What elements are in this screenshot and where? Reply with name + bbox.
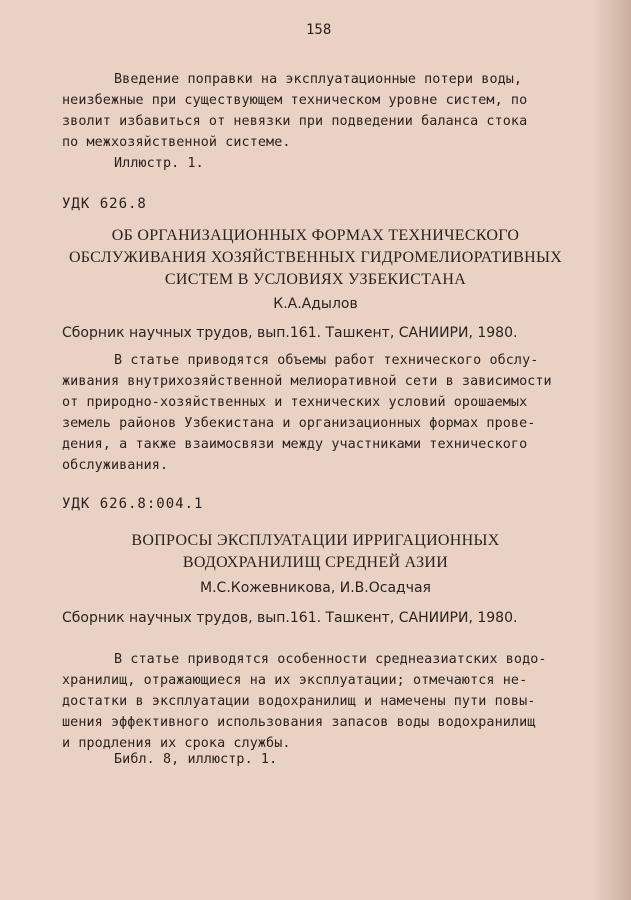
article-title-line: ОБ ОРГАНИЗАЦИОННЫХ ФОРМАХ ТЕХНИЧЕСКОГО xyxy=(111,227,520,244)
bibliography-note: Библ. 8, иллюстр. 1. xyxy=(114,752,278,767)
article-title-line: ОБСЛУЖИВАНИЯ ХОЗЯЙСТВЕННЫХ ГИДРОМЕЛИОРАТИВНЫХ xyxy=(68,249,563,266)
page-number: 158 xyxy=(306,22,332,38)
article-title-line: СИСТЕМ В УСЛОВИЯХ УЗБЕКИСТАНА xyxy=(164,271,467,288)
abstract-line: В статье приводятся особенности среднеазиатских водо- xyxy=(114,652,547,667)
abstract-line: В статье приводятся объемы работ технического обслу- xyxy=(114,353,539,368)
article-title-line: ВОПРОСЫ ЭКСПЛУАТАЦИИ ИРРИГАЦИОННЫХ xyxy=(131,532,500,549)
authors: М.С.Кожевникова, И.В.Осадчая xyxy=(200,580,431,596)
article-title-line: ВОДОХРАНИЛИЩ СРЕДНЕЙ АЗИИ xyxy=(182,554,449,571)
abstract-line: шения эффективного использования запасов воды водохранилищ xyxy=(62,715,536,730)
intro-line: Введение поправки на эксплуатационные потери воды, xyxy=(114,72,523,87)
authors: К.А.Адылов xyxy=(273,296,358,312)
abstract-line: от природно-хозяйственных и технических условий орошаемых xyxy=(62,395,528,410)
abstract-line: дения, а также взаимосвязи между участниками технического xyxy=(62,437,528,452)
intro-line: по межхозяйственной системе. xyxy=(62,135,291,150)
udk-code: УДК 626.8 xyxy=(62,196,147,212)
abstract-line: обслуживания. xyxy=(62,458,169,473)
intro-line: неизбежные при существующем техническом уровне систем, по xyxy=(62,93,528,108)
intro-line: зволит избавиться от невязки при подведении баланса стока xyxy=(62,114,528,129)
source-citation: Сборник научных трудов, вып.161. Ташкент, САНИИРИ, 1980. xyxy=(62,610,518,626)
abstract-line: достатки в эксплуатации водохранилищ и намечены пути повы- xyxy=(62,694,536,709)
abstract-line: и продления их срока службы. xyxy=(62,736,291,751)
source-citation: Сборник научных трудов, вып.161. Ташкент, САНИИРИ, 1980. xyxy=(62,325,518,341)
udk-code: УДК 626.8:004.1 xyxy=(62,496,204,512)
abstract-line: хранилищ, отражающиеся на их эксплуатации; отмечаются не- xyxy=(62,673,528,688)
intro-note: Иллюстр. 1. xyxy=(114,156,204,171)
abstract-line: живания внутрихозяйственной мелиоративной сети в зависимости xyxy=(62,374,552,389)
abstract-line: земель районов Узбекистана и организационных формах прове- xyxy=(62,416,536,431)
